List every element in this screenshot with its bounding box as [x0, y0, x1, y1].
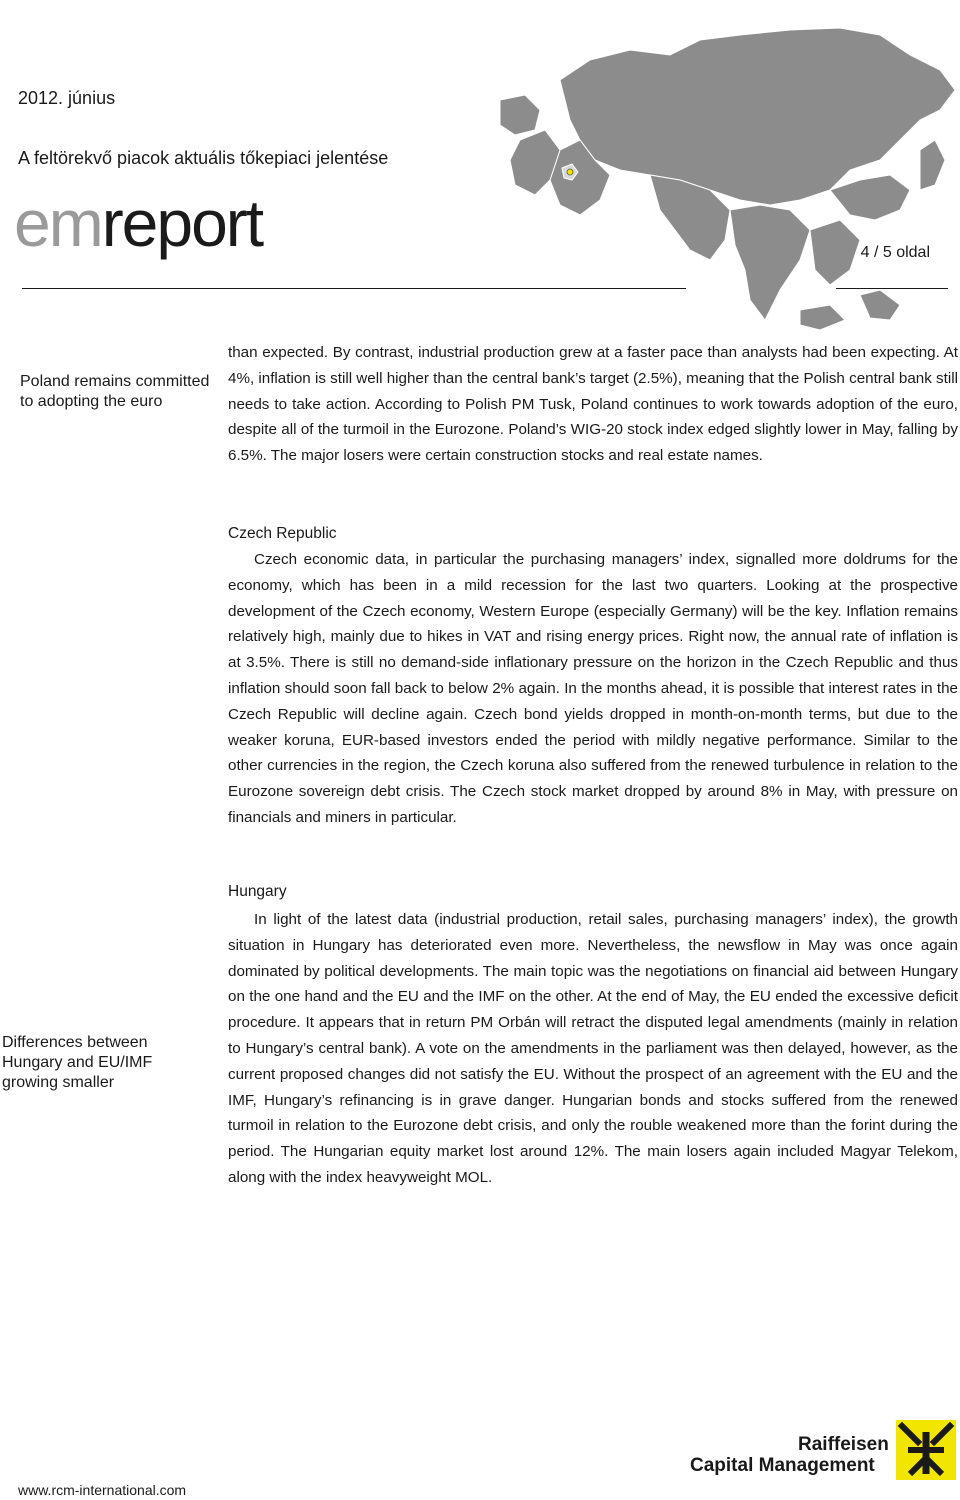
raiffeisen-gable-cross-icon	[896, 1420, 956, 1480]
hungary-heading: Hungary	[228, 883, 287, 900]
footer-website-link[interactable]: www.rcm-international.com	[18, 1482, 187, 1498]
eurasia-map-icon	[500, 0, 960, 340]
logo-text-capital-management: Capital Management	[690, 1455, 875, 1476]
sidebar-note-hungary: Differences between Hungary and EU/IMF growing smaller	[2, 1034, 153, 1091]
poland-paragraph	[228, 340, 958, 469]
report-date: 2012. június	[18, 88, 116, 108]
header-rule-left	[22, 288, 686, 289]
report-subtitle: A feltörekvő piacok aktuális tőkepiaci jelentése	[18, 148, 389, 168]
poland-paragraph-text: than expected. By contrast, industrial production grew at a faster pace than analysts had been expecting. At 4%, inflation is still well higher than the central bank’s target (2.5%), meaning that the Polish central bank still needs to take action. According to Polish PM Tusk, Poland continues to work towards adoption of the euro, despite all of the turmoil in the Eurozone. Poland’s WIG-20 stock index edged slightly lower in May, falling by 6.5%. The major losers were certain construction stocks and real estate names.	[228, 344, 958, 465]
logo-text-raiffeisen: Raiffeisen	[798, 1434, 889, 1455]
sidebar-note-poland: Poland remains committed to adopting the euro	[20, 373, 210, 410]
hungary-paragraph	[228, 907, 958, 1191]
brand-title	[14, 183, 262, 263]
czech-paragraph	[228, 547, 958, 831]
czech-paragraph-text: Czech economic data, in particular the purchasing managers’ index, signalled more doldrums for the economy, which has been in a mild recession for the last two quarters. Looking at the prospective development of the Czech economy, Western Europe (especially Germany) will be the key. Inflation remains relatively high, mainly due to hikes in VAT and rising energy prices. Right now, the annual rate of inflation is at 3.5%. There is still no demand-side inflationary pressure on the horizon in the Czech Republic and thus inflation should soon fall back to below 2% again. In the months ahead, it is possible that interest rates in the Czech Republic will decline again. Czech bond yields dropped in month-on-month terms, but due to the weaker koruna, EUR-based investors ended the period with mildly negative performance. Similar to the other currencies in the region, the Czech koruna also suffered from the renewed turbulence in relation to the Eurozone sovereign debt crisis. The Czech stock market dropped by around 8% in May, with pressure on financials and miners in particular.	[228, 551, 958, 826]
page-number: 4 / 5 oldal	[860, 244, 930, 261]
brand-title-report: report	[101, 186, 263, 260]
czech-heading: Czech Republic	[228, 525, 337, 542]
header-rule-right	[836, 288, 948, 289]
brand-title-em: em	[14, 186, 102, 260]
hungary-paragraph-text: In light of the latest data (industrial production, retail sales, purchasing managers’ index), the growth situation in Hungary has deteriorated even more. Nevertheless, the newsflow in May was once again dominated by political developments. The main topic was the negotiations on financial aid between Hungary on the one hand and the EU and the IMF on the other. At the end of May, the EU ended the excessive deficit procedure. It appears that in return PM Orbán will retract the disputed legal amendments (mainly in relation to Hungary’s central bank). A vote on the amendments in the parliament was then delayed, however, as the current proposed changes did not satisfy the EU. Without the prospect of an agreement with the EU and the IMF, Hungary’s refinancing is in grave danger. Hungarian bonds and stocks suffered from the renewed turmoil in relation to the Eurozone debt crisis, and only the rouble weakened more than the forint during the period. The Hungarian equity market lost around 12%. The main losers again included Magyar Telekom, along with the index heavyweight MOL.	[228, 911, 958, 1186]
